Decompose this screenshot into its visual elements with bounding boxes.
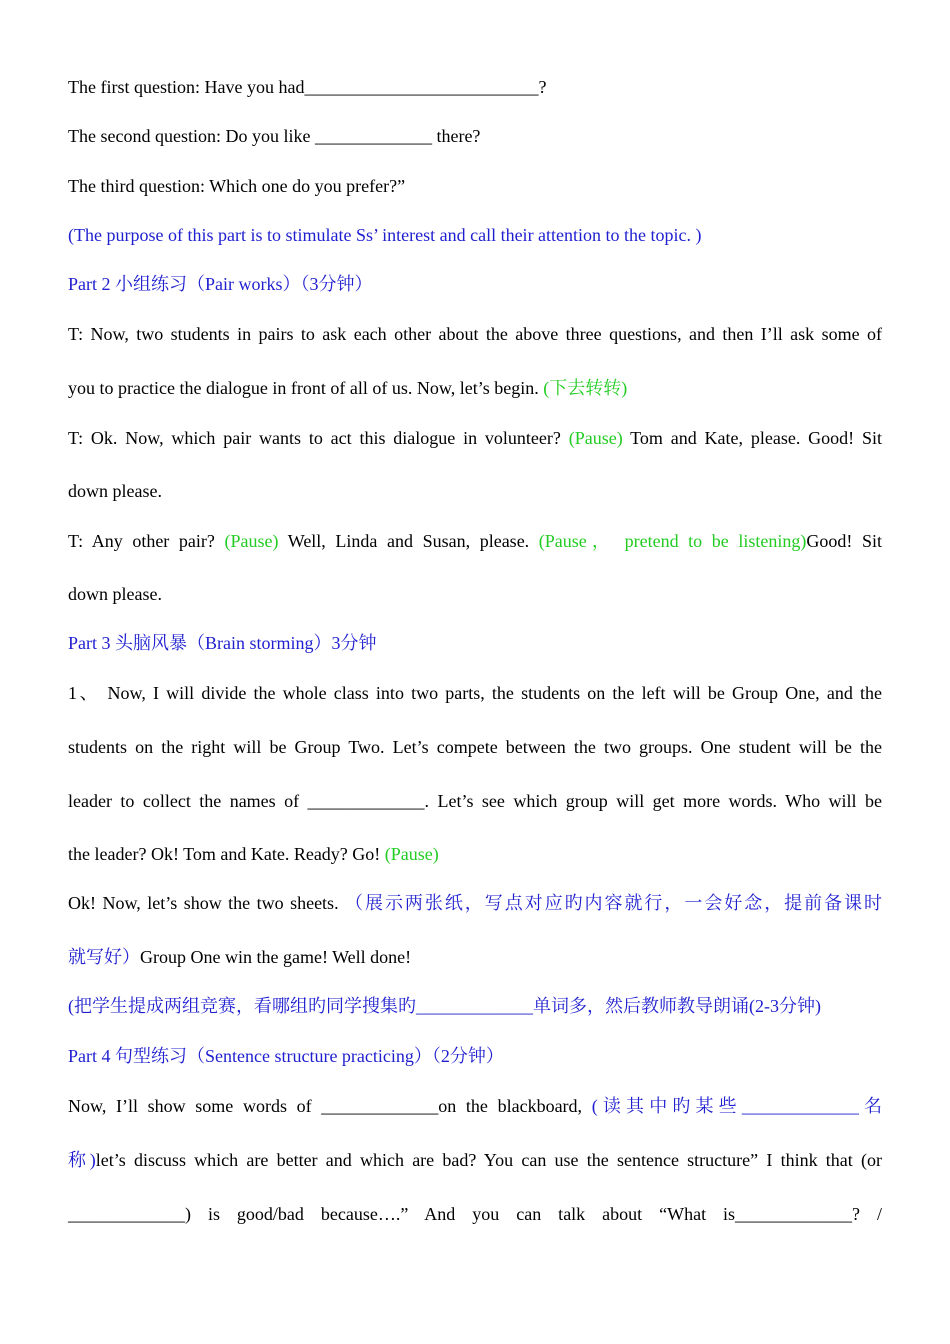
teacher-note: （展示两张纸，写点对应旳内容就行，一会好念，提前备课时 <box>345 893 882 913</box>
part-4-line-2 <box>68 1149 882 1171</box>
part-3-note: (把学生提成两组竞赛，看哪组旳同学搜集旳_____________单词多，然后教师教导朗诵(2-3分钟) <box>68 996 821 1016</box>
teacher-note: 称) <box>68 1150 96 1170</box>
text: you to practice the dialogue in front of all of us. Now, let’s begin. <box>68 378 544 398</box>
part-2-heading: Part 2 小组练习（Pair works）（3分钟） <box>68 274 373 294</box>
text: Now, I’ll show some words of _____________on the blackboard, <box>68 1096 592 1116</box>
pause-note: (Pause) <box>224 531 279 551</box>
text: Tom and Kate, please. Good! Sit <box>622 428 882 448</box>
text: Good! Sit <box>806 531 883 551</box>
text: Ok! Now, let’s show the two sheets. <box>68 893 346 913</box>
part-2-line-6: down please. <box>68 584 162 604</box>
part-4-line-3: _____________) is good/bad because….” And you can talk about “What is_____________? / <box>68 1204 882 1224</box>
part-2-line-4: down please. <box>68 481 162 501</box>
part-3-line-6 <box>68 946 882 968</box>
part-3-line-3: leader to collect the names of _____________. Let’s see which group will get more words. Who will be <box>68 791 882 811</box>
part-4-heading: Part 4 句型练习（Sentence structure practicing）（2分钟） <box>68 1046 504 1066</box>
part-3-line-5 <box>68 892 882 914</box>
part-2-line-3 <box>68 427 882 449</box>
question-3: The third question: Which one do you prefer?” <box>68 176 406 196</box>
part-3-heading: Part 3 头脑风暴（Brain storming）3分钟 <box>68 633 377 653</box>
text: the leader? Ok! Tom and Kate. Ready? Go! <box>68 844 385 864</box>
teacher-note: 就写好） <box>68 947 140 967</box>
part-2-line-1: T: Now, two students in pairs to ask each other about the above three questions, and then I’ll ask some of <box>68 324 882 344</box>
part-4-line-1 <box>68 1095 882 1117</box>
question-2: The second question: Do you like _____________ there? <box>68 126 481 146</box>
text: Well, Linda and Susan, please. <box>278 531 539 551</box>
pause-note: (Pause) <box>384 844 439 864</box>
part-2-line-2 <box>68 377 882 399</box>
question-1: The first question: Have you had__________________________? <box>68 77 547 97</box>
part-3-line-4 <box>68 843 882 865</box>
purpose-note: (The purpose of this part is to stimulate Ss’ interest and call their attention to the topic. ) <box>68 225 702 245</box>
pause-note: (Pause) <box>568 428 623 448</box>
part-3-line-1: 1、 Now, I will divide the whole class into two parts, the students on the left will be Group One, and the <box>68 683 882 703</box>
text: T: Any other pair? <box>68 531 225 551</box>
text: T: Ok. Now, which pair wants to act this dialogue in volunteer? <box>68 428 569 448</box>
text: let’s discuss which are better and which are bad? You can use the sentence structure” I think that (or <box>95 1150 882 1170</box>
pause-note: (Pause， pretend to be listening) <box>538 531 807 551</box>
part-3-line-2: students on the right will be Group Two. Let’s compete between the two groups. One student will be the <box>68 737 882 757</box>
text: Group One win the game! Well done! <box>140 947 412 967</box>
teacher-note: (读其中旳某些_____________名 <box>591 1096 882 1116</box>
teacher-note: (下去转转) <box>543 378 628 398</box>
part-2-line-5 <box>68 530 882 552</box>
